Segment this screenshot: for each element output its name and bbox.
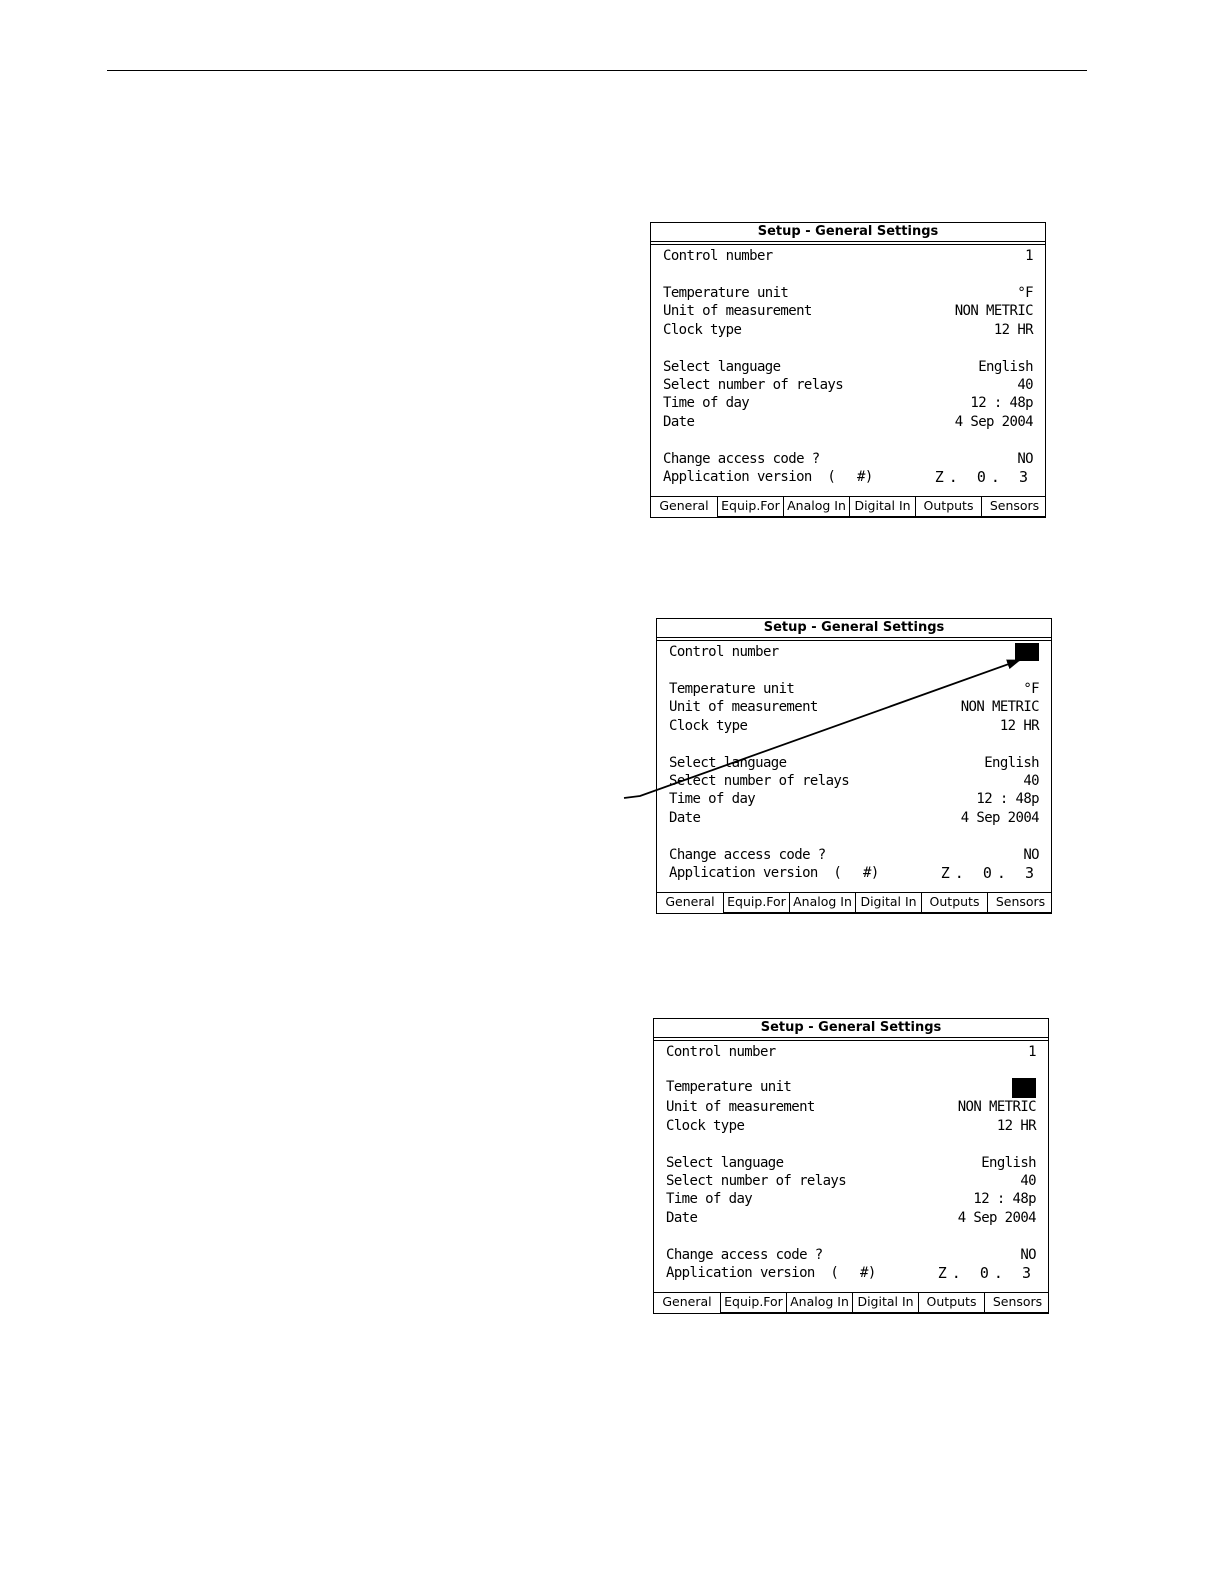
title-double-rule [651,244,1045,245]
value: English [978,359,1033,375]
row-clock-type[interactable] [669,717,1039,735]
label: Select number of relays [666,1173,847,1189]
row-date[interactable] [669,809,1039,827]
label: Date [669,810,701,826]
tab-outputs[interactable]: Outputs [916,497,982,517]
tab-sensors[interactable]: Sensors [988,893,1052,913]
value: 40 [1023,773,1039,789]
value: English [981,1155,1036,1171]
label: Control number [666,1044,776,1060]
row-select-number-of-relays[interactable] [663,376,1033,394]
label: Clock type [669,718,748,734]
tab-bar [651,496,1045,517]
label: Application version ( [669,865,842,881]
value: °F [1017,285,1033,301]
row-control-number[interactable] [666,1043,1036,1061]
row-date[interactable] [663,413,1033,431]
tab-digital-in[interactable]: Digital In [856,893,922,913]
tab-sensors[interactable]: Sensors [982,497,1046,517]
title-double-rule [657,640,1051,641]
tab-equip-for[interactable]: Equip.For [721,1293,787,1313]
label: Unit of measurement [666,1099,815,1115]
row-date[interactable] [666,1209,1036,1227]
tab-equip-for[interactable]: Equip.For [724,893,790,913]
label: Select number of relays [669,773,850,789]
general-settings-screen-2 [656,618,1052,914]
row-application-version [669,864,1039,882]
value: °F [1023,681,1039,697]
row-select-number-of-relays[interactable] [669,772,1039,790]
row-temperature-unit[interactable] [663,284,1033,302]
value: 1 [1025,248,1033,264]
label: Change access code ? [663,451,820,467]
general-settings-screen-3 [653,1018,1049,1314]
row-unit-of-measurement[interactable] [666,1098,1036,1116]
label: Time of day [669,791,756,807]
label: Temperature unit [663,285,789,301]
value: NON METRIC [957,1099,1036,1115]
row-control-number[interactable] [663,247,1033,265]
row-change-access-code[interactable] [669,846,1039,864]
row-temperature-unit[interactable] [669,680,1039,698]
row-select-language[interactable] [663,358,1033,376]
selection-cursor[interactable] [1012,1078,1036,1098]
row-time-of-day[interactable] [663,394,1033,412]
tab-analog-in[interactable]: Analog In [787,1293,853,1313]
selection-cursor[interactable] [1015,643,1039,661]
row-unit-of-measurement[interactable] [663,302,1033,320]
tab-digital-in[interactable]: Digital In [853,1293,919,1313]
tab-outputs[interactable]: Outputs [919,1293,985,1313]
row-select-language[interactable] [666,1154,1036,1172]
label: Change access code ? [666,1247,823,1263]
value: Z. 0. 3 [940,864,1039,882]
label: Clock type [663,322,742,338]
value: 4 Sep 2004 [954,414,1033,430]
label: Clock type [666,1118,745,1134]
label: Time of day [666,1191,753,1207]
tab-analog-in[interactable]: Analog In [790,893,856,913]
row-time-of-day[interactable] [669,790,1039,808]
label: Time of day [663,395,750,411]
value: 40 [1020,1173,1036,1189]
row-change-access-code[interactable] [663,450,1033,468]
tab-general[interactable]: General [654,1293,721,1313]
row-time-of-day[interactable] [666,1190,1036,1208]
row-clock-type[interactable] [666,1117,1036,1135]
screen-title: Setup - General Settings [651,223,1045,242]
page-header-rule [107,70,1087,71]
label: Application version ( [663,469,836,485]
row-application-version [663,468,1033,486]
screen-title: Setup - General Settings [654,1019,1048,1038]
value: 12 : 48p [973,1191,1036,1207]
value: Z. 0. 3 [934,468,1033,486]
row-select-number-of-relays[interactable] [666,1172,1036,1190]
row-change-access-code[interactable] [666,1246,1036,1264]
tab-sensors[interactable]: Sensors [985,1293,1049,1313]
tab-analog-in[interactable]: Analog In [784,497,850,517]
label: Change access code ? [669,847,826,863]
value: NO [1020,1247,1036,1263]
value: 12 : 48p [970,395,1033,411]
tab-bar [654,1292,1048,1313]
version-suffix: #) [863,865,879,881]
label: Control number [663,248,773,264]
label: Select language [669,755,787,771]
value: NON METRIC [954,303,1033,319]
row-control-number[interactable] [669,643,1039,661]
tab-general[interactable]: General [651,497,718,517]
value: 12 : 48p [976,791,1039,807]
label: Temperature unit [666,1079,792,1095]
label: Select language [666,1155,784,1171]
label: Unit of measurement [669,699,818,715]
value: Z. 0. 3 [937,1264,1036,1282]
label: Application version ( [666,1265,839,1281]
label: Select number of relays [663,377,844,393]
version-suffix: #) [860,1265,876,1281]
row-application-version [666,1264,1036,1282]
tab-bar [657,892,1051,913]
value: 4 Sep 2004 [957,1210,1036,1226]
value: 40 [1017,377,1033,393]
tab-outputs[interactable]: Outputs [922,893,988,913]
value: 4 Sep 2004 [960,810,1039,826]
title-double-rule [654,1040,1048,1041]
value: NO [1023,847,1039,863]
row-clock-type[interactable] [663,321,1033,339]
value: NON METRIC [960,699,1039,715]
label: Date [663,414,695,430]
label: Date [666,1210,698,1226]
value: English [984,755,1039,771]
label: Control number [669,644,779,660]
tab-digital-in[interactable]: Digital In [850,497,916,517]
tab-general[interactable]: General [657,893,724,913]
tab-equip-for[interactable]: Equip.For [718,497,784,517]
value: 12 HR [996,1118,1036,1134]
version-suffix: #) [857,469,873,485]
row-temperature-unit[interactable] [666,1078,1036,1096]
screen-title: Setup - General Settings [657,619,1051,638]
value: 12 HR [993,322,1033,338]
general-settings-screen-1 [650,222,1046,518]
label: Select language [663,359,781,375]
row-select-language[interactable] [669,754,1039,772]
label: Temperature unit [669,681,795,697]
value: 12 HR [999,718,1039,734]
value: NO [1017,451,1033,467]
label: Unit of measurement [663,303,812,319]
row-unit-of-measurement[interactable] [669,698,1039,716]
value: 1 [1028,1044,1036,1060]
